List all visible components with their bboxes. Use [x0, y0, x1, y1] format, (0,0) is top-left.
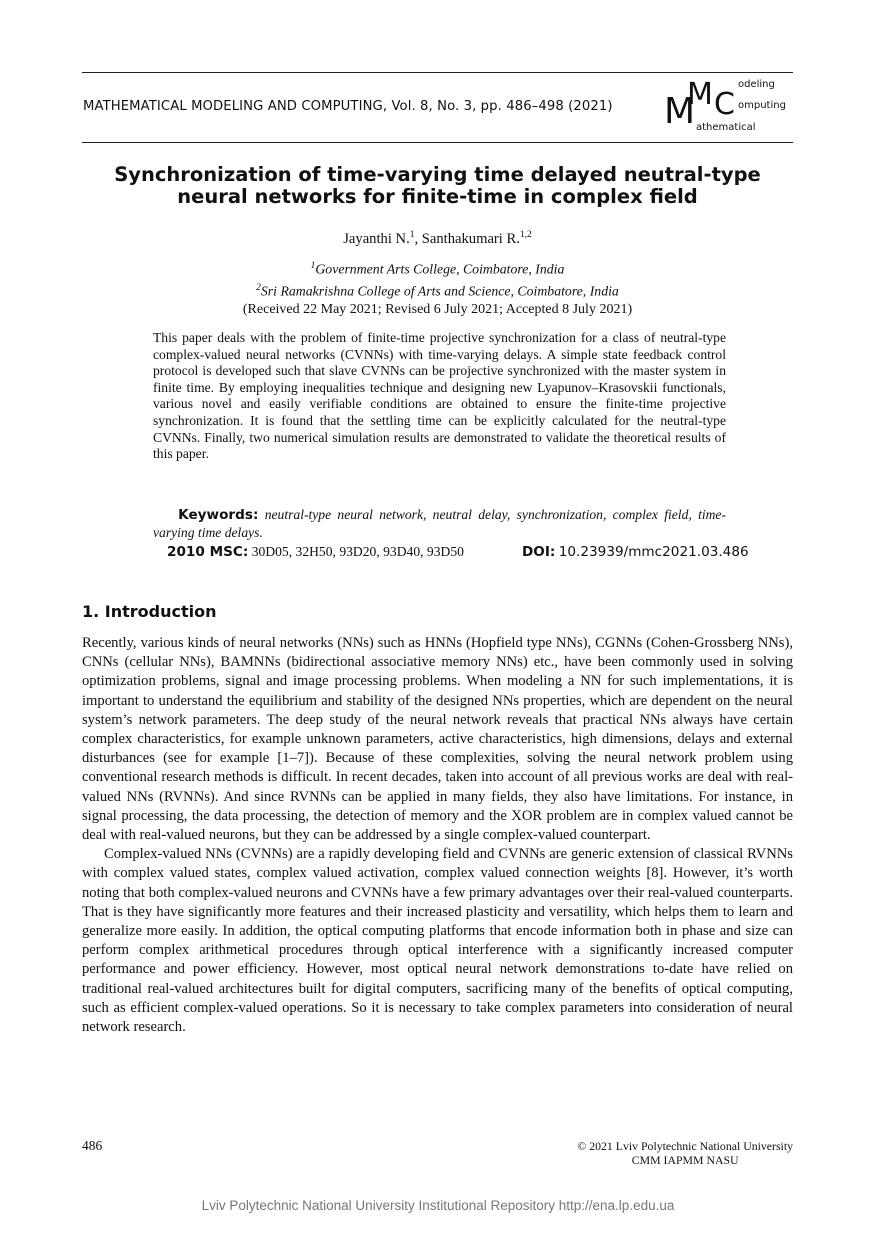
affiliations — [82, 257, 793, 300]
logo-word: odeling — [738, 79, 775, 90]
top-rule — [82, 72, 793, 73]
doi-label: DOI: — [522, 544, 556, 560]
section-heading: 1. Introduction — [82, 602, 217, 621]
org-line: CMM IAPMM NASU — [631, 1153, 739, 1167]
author-sup: 1,2 — [519, 230, 532, 240]
msc-text: 30D05, 32H50, 93D20, 93D40, 93D50 — [251, 544, 464, 559]
logo-word: athematical — [696, 122, 756, 133]
body-text — [82, 634, 793, 1037]
logo-letter: C — [714, 87, 735, 122]
affiliation: Sri Ramakrishna College of Arts and Science, Coimbatore, India — [260, 283, 619, 299]
affil-sup: 2 — [256, 282, 261, 293]
keywords-label: Keywords: — [178, 507, 259, 523]
msc-label: 2010 MSC: — [167, 544, 249, 560]
author-sup: 1 — [409, 230, 415, 240]
affiliation: Government Arts College, Coimbatore, India — [315, 261, 565, 277]
keywords — [153, 506, 726, 541]
logo-letter: M — [664, 91, 696, 132]
abstract: This paper deals with the problem of finite-time projective synchronization for a class of neutral-type complex-valued neural networks (CVNNs) with time-varying delays. A simple state feedback control protocol is developed such that slave CVNNs can be projective synchronized with the master system in finite time. By employing inequalities technique and designing new Lyapunov–Krasovskii functionals, various novel and easily verifiable conditions are obtained to ensure the finite-time projective synchronization. It is found that the settling time can be explicitly calculated for the neutral-type CVNNs. Finally, two numerical simulation results are demonstrated to validate the theoretical results of this paper. — [153, 330, 726, 462]
repository-footer: Lviv Polytechnic National University Institutional Repository http://ena.lp.edu.ua — [201, 1198, 675, 1213]
affil-sup: 1 — [310, 261, 316, 271]
author-name: Santhakumari R. — [421, 230, 520, 247]
header-rule — [82, 142, 793, 143]
paragraph: Recently, various kinds of neural networks (NNs) such as HNNs (Hopfield type NNs), CGNNs (Cohen-Grossberg NNs), CNNs (cellular NNs), BAMNNs (bidirectional associative memory NNs) etc., have been commonly used in solving optimization problems, signal and image processing problems. When modeling a NN for such implementations, it is important to understand the equilibrium and stability of the designed NNs properties, which are dependent on the neural system’s network parameters. The deep study of the neural network reveals that practical NNs always have certain complex characteristics, for example unknown parameters, active characteristics, high dimensions, delays and external disturbances (see for example [1–7]). Because of these complexities, solving the neural network problem using conventional research methods is difficult. In recent decades, taken into account of all previous works are deal with real-valued NNs (RVNNs). And since RVNNs can be applied in many fields, they also have limitations. For instance, in signal processing, the data processing, the detection of memory and the XOR problem are in complex valued cannot be deal with real-valued neurons, but they can be addressed by a single complex-valued counterpart. — [82, 635, 793, 844]
copyright-line: © 2021 Lviv Polytechnic National University — [577, 1139, 793, 1153]
author-name: Jayanthi N. — [343, 230, 410, 247]
journal-logo — [664, 76, 794, 138]
logo-letter: M — [687, 77, 713, 112]
logo-word: omputing — [738, 100, 786, 111]
journal-header: MATHEMATICAL MODELING AND COMPUTING, Vol. 8, No. 3, pp. 486–498 (2021) — [83, 99, 613, 114]
copyright — [577, 1139, 793, 1167]
doi — [522, 544, 749, 560]
page-number: 486 — [82, 1138, 103, 1153]
dates: (Received 22 May 2021; Revised 6 July 2021; Accepted 8 July 2021) — [242, 302, 633, 317]
doi-link[interactable]: 10.23939/mmc2021.03.486 — [558, 544, 749, 560]
authors: Jayanthi N.$^1$, Santhakumari R.$^{1,2}$ — [343, 230, 532, 247]
msc — [167, 544, 464, 560]
paper-title: Synchronization of time-varying time delayed neutral-type neural networks for finite-time in complex field — [114, 163, 761, 208]
keywords-text: neutral-type neural network, neutral delay, synchronization, complex field, time-varying time delays. — [153, 507, 726, 540]
paragraph: Complex-valued NNs (CVNNs) are a rapidly developing field and CVNNs are generic extension of classical RVNNs with complex valued states, complex valued activation, complex valued connection weights [8]. However, it’s worth noting that both complex-valued neurons and CVNNs have a few primary advantages over their real-valued counterparts. That is they have significantly more features and their increased plasticity and versatility, which helps them to learn and generalize more easily. In addition, the optical computing platforms that encode information both in phase and size can perform complex arithmetical procedures through optical interference with a significantly increased computer performance and power efficiency. However, most optical neural network demonstrations to-date have relied on traditional real-valued architectures built for digital computers, sacrificing many of the benefits of optical computing, such as efficient complex-valued operations. So it is necessary to take complex parameters into consideration of neural network research. — [82, 846, 793, 1036]
